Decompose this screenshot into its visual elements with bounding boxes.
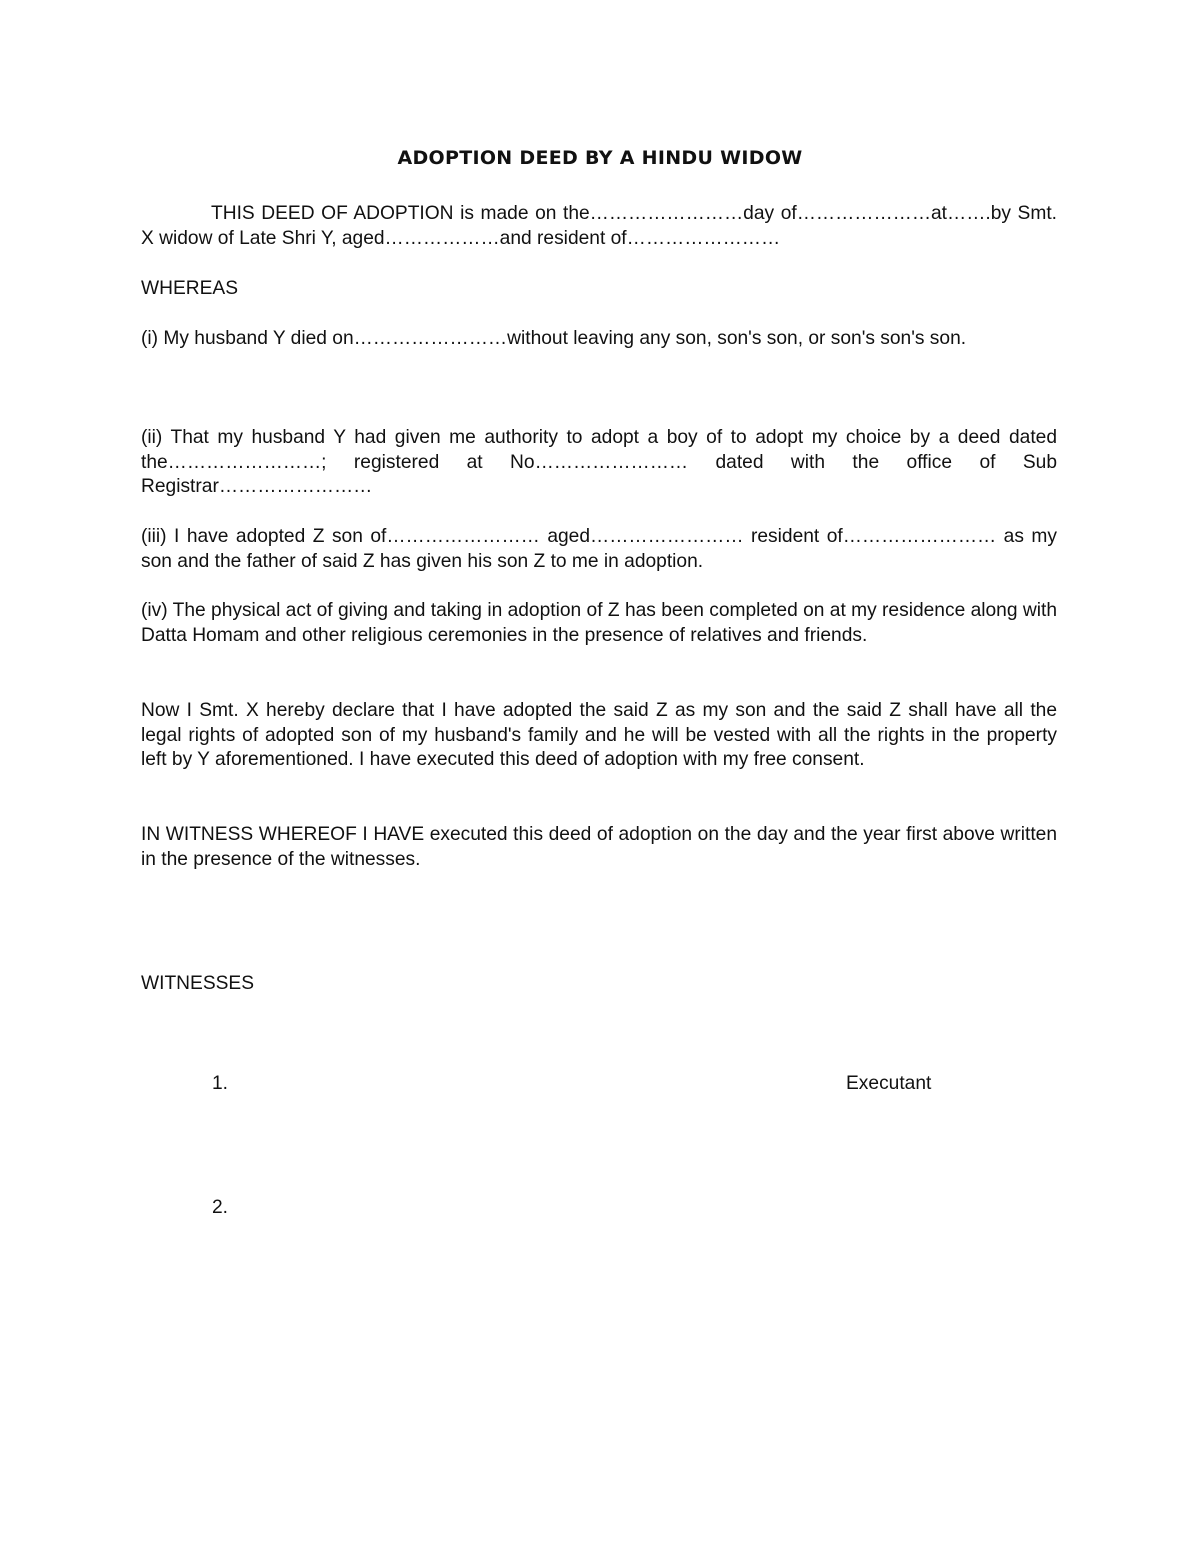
executant-label: Executant: [846, 1073, 932, 1094]
whereas-heading: WHEREAS: [141, 278, 239, 299]
document-title: ADOPTION DEED BY A HINDU WIDOW: [397, 147, 803, 169]
witnesses-heading: WITNESSES: [141, 973, 255, 994]
clause-i: (i) My husband Y died on……………………without leaving any son, son's son, or son's son's son.: [141, 328, 967, 349]
witness-1-label: 1.: [212, 1073, 229, 1094]
intro-paragraph: THIS DEED OF ADOPTION is made on the……………………day of…………………at…….by Smt. X widow of Late Shri Y, aged………………and resident of……………………: [141, 203, 1057, 249]
clause-ii: (ii) That my husband Y had given me authority to adopt a boy of to adopt my choice by a deed dated the……………………; registered at No…………………… dated with the office of Sub Registrar……………………: [141, 427, 1057, 498]
declaration-paragraph: Now I Smt. X hereby declare that I have adopted the said Z as my son and the said Z shall have all the legal rights of adopted son of my husband's family and he will be vested with all the rights in the property left by Y aforementioned. I have executed this deed of adoption with my free consent.: [141, 700, 1057, 771]
clause-iii: (iii) I have adopted Z son of…………………… aged…………………… resident of…………………… as my son and the father of said Z has given his son Z to me in adoption.: [141, 526, 1057, 572]
witness-clause: IN WITNESS WHEREOF I HAVE executed this deed of adoption on the day and the year first above written in the presence of the witnesses.: [141, 824, 1057, 870]
clause-iv: (iv) The physical act of giving and taking in adoption of Z has been completed on at my residence along with Datta Homam and other religious ceremonies in the presence of relatives and friends.: [141, 600, 1057, 646]
witness-2-label: 2.: [212, 1197, 229, 1218]
